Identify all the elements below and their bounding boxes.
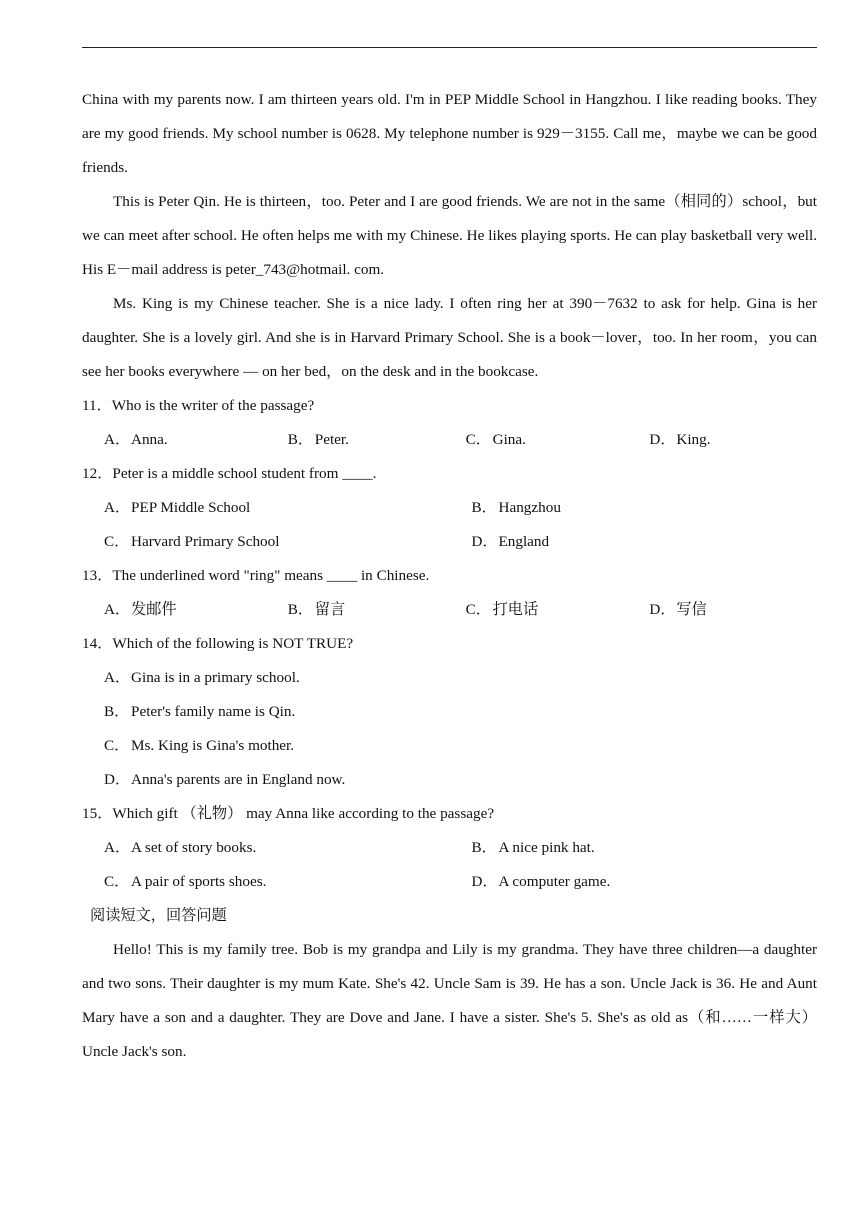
option-15d: D．A computer game.	[471, 873, 611, 890]
option-12c: C． Harvard Primary School	[104, 533, 280, 550]
option-12d: D．England	[471, 533, 550, 550]
header-rule	[82, 47, 817, 48]
option-11d: D．King.	[649, 431, 711, 448]
option-13c: C． 打电话	[465, 601, 539, 618]
question-12-stem: 12．Peter is a middle school student from ____.	[82, 465, 377, 482]
passage-paragraph-1: China with my parents now. I am thirteen years old. I'm in PEP Middle School in Hangzhou. I like reading books. They are my good friends. My school number is 0628. My telephone number is 929－3155. Call me，maybe we can be good friends.	[82, 91, 817, 176]
option-14a: A．Gina is in a primary school.	[104, 669, 300, 686]
option-15b: B． A nice pink hat.	[471, 839, 595, 856]
question-15-options	[82, 831, 817, 899]
passage-paragraph-3: Ms. King is my Chinese teacher. She is a nice lady. I often ring her at 390－7632 to ask for help. Gina is her daughter. She is a lovely girl. And she is in Harvard Primary School. She is a book－lover，too. In her room，you can see her books everywhere — on her bed，on the desk and in the bookcase.	[82, 295, 817, 380]
option-15c: C． A pair of sports shoes.	[104, 873, 267, 890]
family-tree-paragraph: Hello! This is my family tree. Bob is my grandpa and Lily is my grandma. They have three children—a daughter and two sons. Their daughter is my mum Kate. She's 42. Uncle Sam is 39. He has a son. Uncle Jack is 36. He and Aunt Mary have a son and a daughter. They are Dove and Jane. I have a sister. She's 5. She's as old as（和……一样大） Uncle Jack's son.	[82, 941, 817, 1060]
option-14d: D．Anna's parents are in England now.	[104, 771, 346, 788]
option-12a: A．PEP Middle School	[104, 499, 251, 516]
option-11c: C． Gina.	[465, 431, 526, 448]
option-12b: B． Hangzhou	[471, 499, 561, 516]
option-13b: B． 留言	[287, 601, 346, 618]
document-body	[82, 83, 817, 1069]
option-15a: A．A set of story books.	[104, 839, 257, 856]
question-15-stem: 15．Which gift （礼物） may Anna like according to the passage?	[82, 805, 495, 822]
question-11-stem: 11．Who is the writer of the passage?	[82, 397, 315, 414]
option-13a: A．发邮件	[104, 601, 177, 618]
option-14b: B． Peter's family name is Qin.	[104, 703, 296, 720]
question-13-stem: 13．The underlined word "ring" means ____ in Chinese.	[82, 567, 430, 584]
option-14c: C． Ms. King is Gina's mother.	[104, 737, 295, 754]
section-heading: 阅读短文，回答问题	[90, 907, 227, 924]
question-14-stem: 14．Which of the following is NOT TRUE?	[82, 635, 354, 652]
option-13d: D．写信	[649, 601, 707, 618]
question-11-options	[82, 423, 817, 457]
question-13-options	[82, 593, 817, 627]
question-12-options	[82, 491, 817, 559]
question-14-options	[82, 661, 817, 797]
option-11a: A．Anna.	[104, 431, 168, 448]
passage-paragraph-2: This is Peter Qin. He is thirteen，too. Peter and I are good friends. We are not in the same（相同的）school，but we can meet after school. He often helps me with my Chinese. He likes playing sports. He can play basketball very well. His E－mail address is peter_743@hotmail. com.	[82, 193, 817, 278]
option-11b: B． Peter.	[287, 431, 349, 448]
